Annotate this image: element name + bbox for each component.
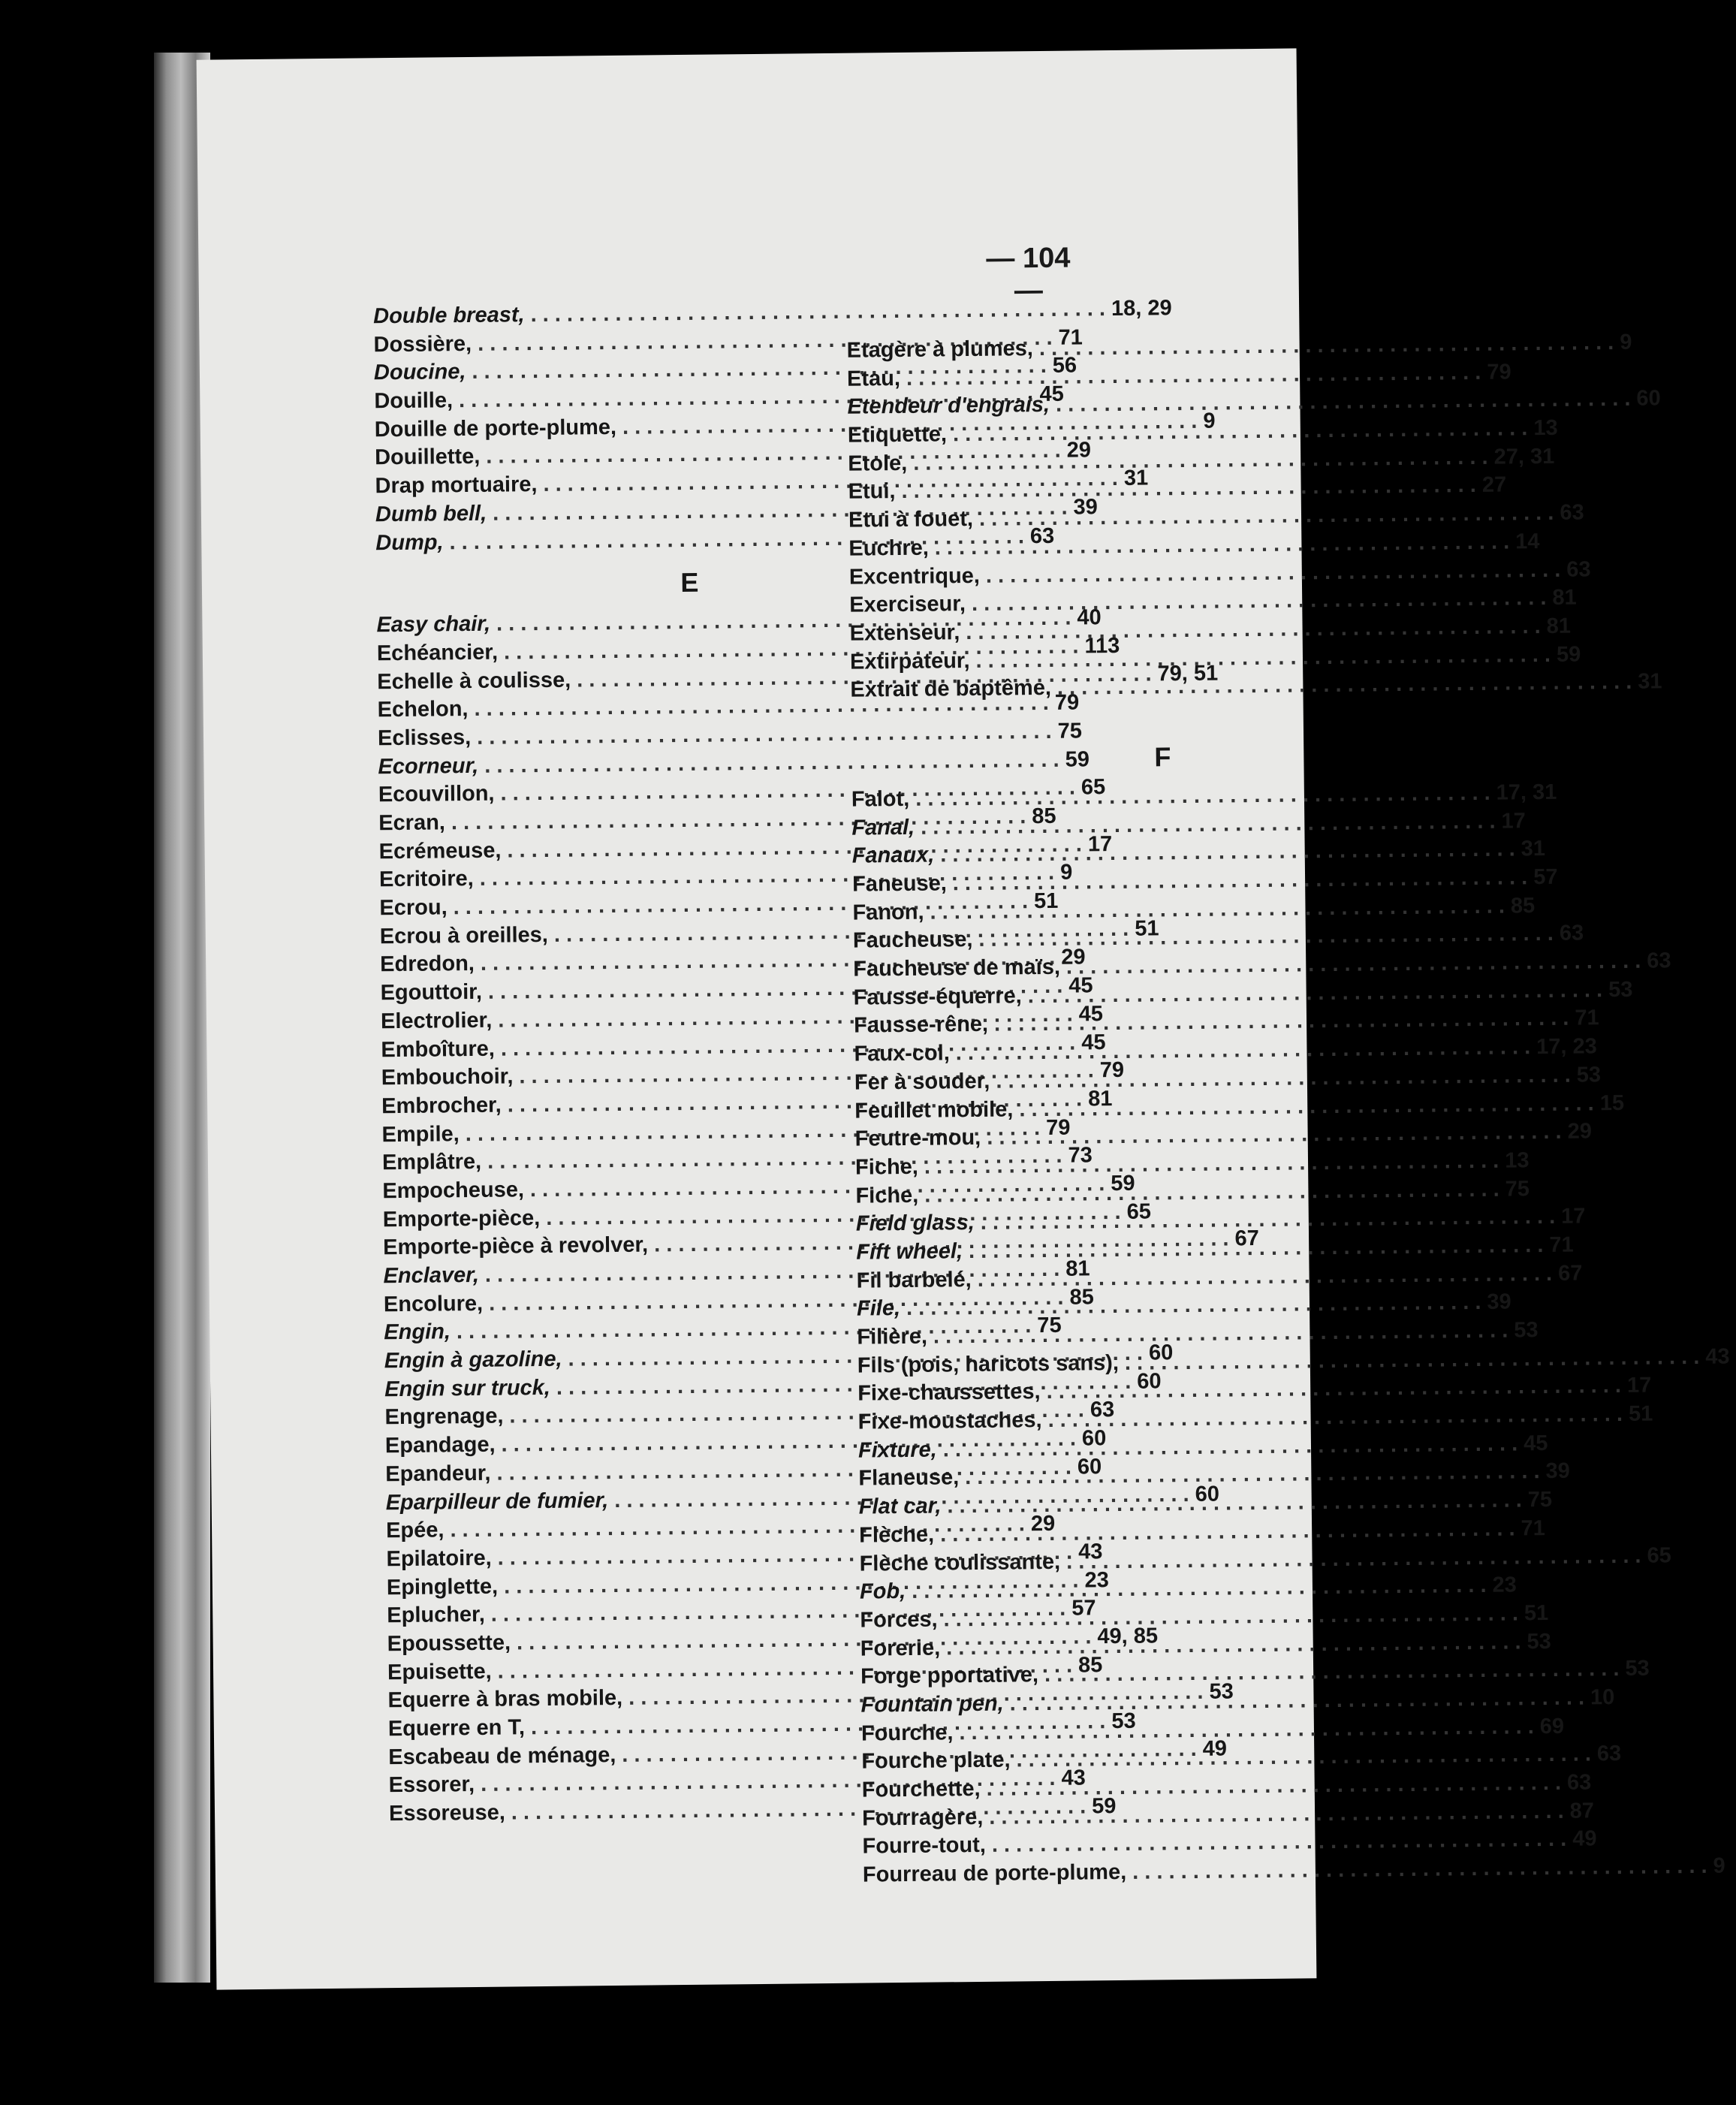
entry-pages: 17 xyxy=(1501,808,1526,834)
entry-pages: 29 xyxy=(1030,1512,1056,1537)
entry-pages: 85 xyxy=(1069,1285,1094,1310)
entry-term: File, xyxy=(856,1296,901,1321)
entry-term: Embouchoir, xyxy=(381,1064,514,1090)
dot-leader xyxy=(986,1771,1561,1802)
entry-pages: 60 xyxy=(1077,1455,1102,1479)
entry-pages: 57 xyxy=(1071,1596,1096,1621)
entry-term: Etau, xyxy=(846,366,901,391)
entry-term: Equerre en T, xyxy=(387,1715,526,1742)
entry-term: Flèche, xyxy=(859,1522,935,1548)
dot-leader xyxy=(972,586,1547,617)
entry-term: Excentrique, xyxy=(848,563,981,590)
right-column xyxy=(846,330,1730,1891)
entry-pages: 9 xyxy=(1059,860,1073,885)
entry-term: Fiche, xyxy=(854,1154,919,1180)
entry-pages: 13 xyxy=(1533,415,1558,441)
entry-term: Emboîture, xyxy=(381,1036,496,1062)
entry-pages: 60 xyxy=(1148,1341,1174,1365)
entry-pages: 51 xyxy=(1628,1401,1653,1426)
entry-pages: 45 xyxy=(1068,973,1093,998)
dot-leader xyxy=(943,1601,1518,1632)
entry-term: Electrolier, xyxy=(380,1008,493,1034)
entry-term: Echelon, xyxy=(377,697,469,722)
entry-pages: 81 xyxy=(1087,1086,1113,1111)
entry-pages: 63 xyxy=(1560,500,1584,525)
entry-term: Etui, xyxy=(848,479,896,505)
dot-leader xyxy=(989,1799,1564,1829)
dot-leader xyxy=(975,642,1551,673)
entry-term: Fift wheel, xyxy=(856,1239,963,1265)
dot-leader xyxy=(947,1488,1522,1518)
entry-pages: 57 xyxy=(1533,864,1558,890)
entry-term: Etendeur d'engrais, xyxy=(847,393,1050,420)
entry-pages: 39 xyxy=(1545,1459,1571,1484)
entry-pages: 63 xyxy=(1029,523,1055,548)
dot-leader xyxy=(935,529,1510,560)
entry-pages: 53 xyxy=(1527,1629,1551,1654)
entry-pages: 85 xyxy=(1510,893,1536,918)
entry-pages: 67 xyxy=(1234,1226,1259,1251)
entry-pages: 45 xyxy=(1081,1030,1106,1054)
entry-term: Forge pportative, xyxy=(860,1663,1039,1689)
entry-term: Forces, xyxy=(860,1607,938,1633)
entry-term: Faucheuse, xyxy=(852,927,973,954)
entry-term: Ecorneur, xyxy=(378,753,479,779)
entry-pages: 87 xyxy=(1569,1799,1595,1823)
dot-leader xyxy=(906,360,1481,391)
entry-pages: 63 xyxy=(1647,948,1671,973)
dot-leader xyxy=(981,1205,1556,1235)
entry-term: Extirpateur, xyxy=(849,648,970,674)
dot-leader xyxy=(1066,1543,1641,1574)
entry-term: Faucheuse de maïs, xyxy=(853,954,1061,982)
entry-pages: 75 xyxy=(1037,1313,1062,1338)
entry-pages: 49 xyxy=(1202,1736,1228,1761)
entry-term: Empocheuse, xyxy=(382,1178,525,1204)
entry-term: Fanaux, xyxy=(851,843,935,868)
entry-term: Feuillet mobile, xyxy=(854,1096,1014,1123)
entry-pages: 31 xyxy=(1521,837,1546,861)
entry-pages: 49 xyxy=(1572,1826,1597,1852)
entry-pages: 65 xyxy=(1647,1543,1671,1568)
entry-pages: 63 xyxy=(1090,1398,1115,1422)
entry-term: Fourche, xyxy=(860,1720,954,1746)
entry-term: Ecran, xyxy=(378,810,446,836)
dot-leader xyxy=(913,445,1488,476)
section-heading-e: E xyxy=(680,566,699,599)
dot-leader xyxy=(1125,1345,1700,1376)
entry-pages: 53 xyxy=(1576,1063,1602,1087)
entry-term: Drap mortuaire, xyxy=(375,472,538,499)
entry-pages: 45 xyxy=(1039,381,1064,407)
entry-term: Encolure, xyxy=(383,1291,484,1316)
entry-term: Essoreuse, xyxy=(388,1800,505,1826)
entry-term: Douillette, xyxy=(374,445,481,470)
entry-pages: 17 xyxy=(1626,1373,1652,1398)
entry-pages: 45 xyxy=(1523,1431,1548,1456)
entry-pages: 71 xyxy=(1549,1232,1574,1257)
dot-leader xyxy=(930,894,1505,924)
entry-term: Embrocher, xyxy=(381,1093,502,1119)
entry-term: Fausse-équerre, xyxy=(853,984,1022,1010)
dot-leader xyxy=(921,809,1496,840)
entry-pages: 59 xyxy=(1111,1171,1135,1196)
dot-leader xyxy=(1039,330,1614,361)
entry-term: Fiche, xyxy=(855,1183,919,1208)
entry-term: Engin, xyxy=(384,1319,451,1345)
dot-leader xyxy=(1044,1657,1620,1687)
entry-term: Emporte-pièce, xyxy=(382,1205,541,1232)
entry-pages: 13 xyxy=(1505,1148,1530,1173)
entry-term: Escabeau de ménage, xyxy=(388,1742,616,1769)
entry-pages: 43 xyxy=(1061,1766,1086,1791)
entry-term: Dump, xyxy=(375,529,444,555)
entry-term: Fourche plate, xyxy=(861,1748,1011,1774)
entry-pages: 9 xyxy=(1203,409,1216,433)
entry-pages: 71 xyxy=(1575,1006,1599,1031)
entry-pages: 51 xyxy=(1033,888,1059,914)
entry-pages: 10 xyxy=(1590,1685,1615,1710)
entry-term: Flaneuse, xyxy=(858,1465,960,1491)
entry-pages: 9 xyxy=(1713,1853,1725,1878)
dot-leader xyxy=(915,781,1490,812)
entry-pages: 17 xyxy=(1561,1204,1586,1229)
entry-pages: 9 xyxy=(1620,330,1632,354)
dot-leader xyxy=(953,416,1528,447)
entry-term: Fixe-moustaches, xyxy=(857,1408,1042,1434)
entry-pages: 71 xyxy=(1058,325,1083,350)
dot-leader xyxy=(1132,1854,1707,1885)
entry-pages: 27, 31 xyxy=(1493,444,1555,469)
entry-pages: 53 xyxy=(1514,1318,1539,1343)
dot-leader xyxy=(966,614,1541,645)
entry-term: Douille, xyxy=(374,388,454,414)
entry-pages: 71 xyxy=(1521,1515,1545,1541)
dot-leader xyxy=(1019,1091,1594,1122)
dot-leader xyxy=(978,1262,1553,1292)
section-heading-f: F xyxy=(1154,741,1171,773)
entry-pages: 63 xyxy=(1559,921,1584,946)
dot-leader xyxy=(943,1431,1518,1462)
entry-term: Faux-col, xyxy=(854,1041,950,1066)
entry-term: Fixe-chaussettes, xyxy=(857,1380,1041,1406)
entry-term: Forerie, xyxy=(860,1636,941,1661)
dot-leader xyxy=(946,1630,1521,1660)
entry-term: Engrenage, xyxy=(384,1404,504,1430)
entry-pages: 39 xyxy=(1073,495,1098,520)
entry-pages: 60 xyxy=(1195,1482,1220,1506)
entry-pages: 27 xyxy=(1481,472,1507,498)
entry-term: Feutre-mou, xyxy=(854,1126,981,1151)
entry-pages: 53 xyxy=(1111,1708,1136,1734)
entry-pages: 63 xyxy=(1596,1742,1622,1766)
dot-leader xyxy=(992,1827,1567,1858)
entry-term: Epée, xyxy=(385,1518,445,1543)
entry-term: Fourragère, xyxy=(861,1805,984,1831)
dot-leader xyxy=(978,921,1554,952)
entry-term: Fer à souder, xyxy=(854,1069,990,1095)
entry-pages: 40 xyxy=(1077,605,1102,630)
dot-leader xyxy=(1057,670,1632,701)
entry-term: Extrait de baptême, xyxy=(850,676,1052,702)
entry-term: Fourre-tout, xyxy=(862,1833,987,1859)
entry-pages: 53 xyxy=(1625,1656,1650,1681)
entry-pages: 29 xyxy=(1567,1119,1593,1144)
entry-pages: 14 xyxy=(1515,529,1540,554)
entry-term: Etole, xyxy=(848,451,908,476)
entry-pages: 75 xyxy=(1505,1176,1530,1202)
entry-term: Fob, xyxy=(859,1579,906,1604)
dot-leader xyxy=(924,1149,1499,1180)
entry-term: Falot, xyxy=(851,786,910,812)
entry-term: Emplâtre, xyxy=(381,1150,482,1175)
entry-pages: 15 xyxy=(1599,1090,1625,1115)
entry-pages: 23 xyxy=(1492,1573,1517,1597)
entry-term: Fanal, xyxy=(851,815,915,840)
entry-term: Flèche coulissante, xyxy=(859,1549,1061,1576)
entry-pages: 85 xyxy=(1032,804,1056,829)
entry-pages: 23 xyxy=(1084,1567,1109,1593)
dot-leader xyxy=(940,1516,1515,1547)
entry-pages: 81 xyxy=(1552,585,1577,611)
dot-leader xyxy=(979,501,1554,532)
e-entries-continued-list xyxy=(846,330,1662,707)
entry-pages: 79 xyxy=(1099,1058,1125,1083)
dot-leader xyxy=(1066,949,1641,980)
dot-leader xyxy=(924,1177,1499,1208)
entry-term: Douille de porte-plume, xyxy=(374,415,617,442)
entry-term: Flat car, xyxy=(858,1494,942,1519)
entry-term: Ecritoire, xyxy=(378,867,474,892)
dot-leader xyxy=(530,297,1105,327)
entry-term: Echelle à coulisse, xyxy=(377,668,571,694)
dot-leader xyxy=(906,1290,1481,1321)
entry-term: Field glass, xyxy=(855,1211,975,1236)
entry-term: Equerre à bras mobile, xyxy=(387,1686,623,1713)
entry-pages: 18, 29 xyxy=(1111,296,1172,321)
entry-pages: 65 xyxy=(1126,1199,1152,1224)
entry-term: Egouttoir, xyxy=(380,979,483,1006)
entry-pages: 39 xyxy=(1487,1289,1511,1315)
dot-leader xyxy=(986,557,1561,588)
entry-term: Easy chair, xyxy=(376,611,491,638)
entry-pages: 79 xyxy=(1045,1115,1071,1140)
dot-leader xyxy=(996,1063,1571,1093)
entry-pages: 53 xyxy=(1608,977,1633,1002)
dot-leader xyxy=(901,473,1476,504)
entry-term: Eparpilleur de fumier, xyxy=(385,1488,609,1515)
entry-pages: 31 xyxy=(1123,466,1149,490)
entry-pages: 49, 85 xyxy=(1097,1624,1159,1649)
entry-term: Enclaver, xyxy=(383,1262,480,1289)
entry-term: Engin à gazoline, xyxy=(384,1347,562,1374)
index-page xyxy=(197,48,1730,1989)
entry-pages: 81 xyxy=(1065,1256,1090,1281)
entry-pages: 60 xyxy=(1636,386,1661,412)
dot-leader xyxy=(965,1460,1540,1491)
entry-term: Essorer, xyxy=(388,1772,475,1798)
entry-term: Etui à fouet, xyxy=(848,507,974,532)
entry-term: Double breast, xyxy=(373,303,525,329)
entry-term: Epinglette, xyxy=(386,1574,499,1600)
entry-term: Dumb bell, xyxy=(375,501,487,527)
entry-pages: 31 xyxy=(1638,669,1662,694)
entry-pages: 63 xyxy=(1566,1770,1592,1795)
entry-term: Ecrou, xyxy=(379,895,448,921)
dot-leader xyxy=(912,1573,1487,1604)
entry-term: Eclisses, xyxy=(377,725,472,751)
entry-term: Etagère à plumes, xyxy=(846,336,1034,363)
entry-term: Epuisette, xyxy=(387,1659,492,1684)
entry-term: Emporte-pièce à revolver, xyxy=(382,1232,649,1260)
entry-pages: 85 xyxy=(1077,1652,1103,1678)
entry-term: Faneuse, xyxy=(851,871,948,897)
entry-term: Echéancier, xyxy=(376,640,499,666)
entry-pages: 79 xyxy=(1054,690,1080,716)
entry-pages: 59 xyxy=(1092,1794,1117,1819)
entry-term: Engin sur truck, xyxy=(384,1375,551,1401)
entry-term: Epilatoire, xyxy=(386,1546,492,1572)
entry-term: Fausse-rêne, xyxy=(853,1012,989,1039)
entry-term: Fixture, xyxy=(857,1437,937,1463)
dot-leader xyxy=(969,1233,1544,1264)
entry-pages: 59 xyxy=(1065,746,1090,772)
entry-pages: 59 xyxy=(1556,642,1581,667)
entry-pages: 60 xyxy=(1137,1369,1162,1394)
entry-term: Dossière, xyxy=(373,331,472,357)
entry-term: Edredon, xyxy=(380,951,475,977)
entry-pages: 56 xyxy=(1052,353,1077,378)
entry-term: Fourchette, xyxy=(861,1776,981,1802)
entry-term: Fil barbelé, xyxy=(856,1267,972,1293)
entry-pages: 79 xyxy=(1487,360,1511,385)
dot-leader xyxy=(953,865,1528,896)
entry-pages: 51 xyxy=(1524,1600,1549,1626)
entry-term: Ecouvillon, xyxy=(378,781,495,807)
dot-leader xyxy=(1046,1374,1621,1404)
entry-pages: 17 xyxy=(1087,831,1113,857)
entry-term: Empile, xyxy=(381,1121,460,1147)
entry-pages: 69 xyxy=(1539,1714,1565,1739)
dot-leader xyxy=(959,1714,1534,1745)
entry-term: Ecrémeuse, xyxy=(378,838,502,864)
entry-pages: 81 xyxy=(1546,614,1572,638)
entry-pages: 29 xyxy=(1061,945,1086,970)
entry-pages: 51 xyxy=(1135,916,1159,941)
dot-leader xyxy=(987,1120,1562,1151)
entry-term: Epoussette, xyxy=(387,1630,511,1657)
entry-term: Fountain pen, xyxy=(860,1691,1004,1717)
dot-leader xyxy=(940,837,1515,868)
entry-pages: 17, 31 xyxy=(1496,780,1557,805)
entry-pages: 43 xyxy=(1705,1344,1730,1369)
entry-term: Epandeur, xyxy=(385,1461,491,1487)
entry-term: Fourreau de porte-plume, xyxy=(862,1859,1127,1887)
dot-leader xyxy=(1016,1742,1591,1773)
entry-pages: 73 xyxy=(1068,1143,1093,1168)
entry-term: Extenseur, xyxy=(849,620,960,646)
entry-term: Exerciseur, xyxy=(849,592,966,617)
entry-term: Fanon, xyxy=(852,900,924,925)
dot-leader xyxy=(1056,387,1631,418)
dot-leader xyxy=(1009,1685,1584,1716)
entry-pages: 75 xyxy=(1527,1488,1553,1512)
entry-term: Filière, xyxy=(857,1324,928,1350)
entry-pages: 65 xyxy=(1080,775,1106,800)
dot-leader xyxy=(994,1006,1569,1037)
entry-pages: 45 xyxy=(1078,1001,1104,1027)
entry-term: Euchre, xyxy=(848,535,929,561)
entry-pages: 67 xyxy=(1557,1261,1583,1286)
entry-term: Fils (pois, haricots sans), xyxy=(857,1350,1120,1378)
entry-pages: 43 xyxy=(1077,1540,1103,1564)
dot-leader xyxy=(956,1035,1531,1066)
entry-term: Eplucher, xyxy=(387,1603,485,1628)
dot-leader xyxy=(1047,1402,1623,1433)
dot-leader xyxy=(1028,978,1603,1009)
entry-pages: 60 xyxy=(1081,1426,1107,1451)
entry-pages: 17, 23 xyxy=(1536,1034,1598,1060)
entry-pages: 63 xyxy=(1566,556,1591,582)
dot-leader xyxy=(933,1319,1508,1350)
entry-pages: 79, 51 xyxy=(1157,661,1219,686)
entry-pages: 75 xyxy=(1057,719,1083,743)
entry-term: Ecrou à oreilles, xyxy=(379,922,549,948)
entry-pages: 53 xyxy=(1209,1679,1234,1705)
entry-pages: 113 xyxy=(1084,633,1120,659)
entry-term: Etiquette, xyxy=(847,422,948,448)
page-number: — 104 — xyxy=(986,242,1071,307)
entry-term: Epandage, xyxy=(384,1432,496,1458)
entry-term: Doucine, xyxy=(373,360,466,385)
index-entry xyxy=(862,1853,1725,1891)
f-entries-list xyxy=(851,780,1730,1891)
entry-pages: 29 xyxy=(1066,438,1092,463)
